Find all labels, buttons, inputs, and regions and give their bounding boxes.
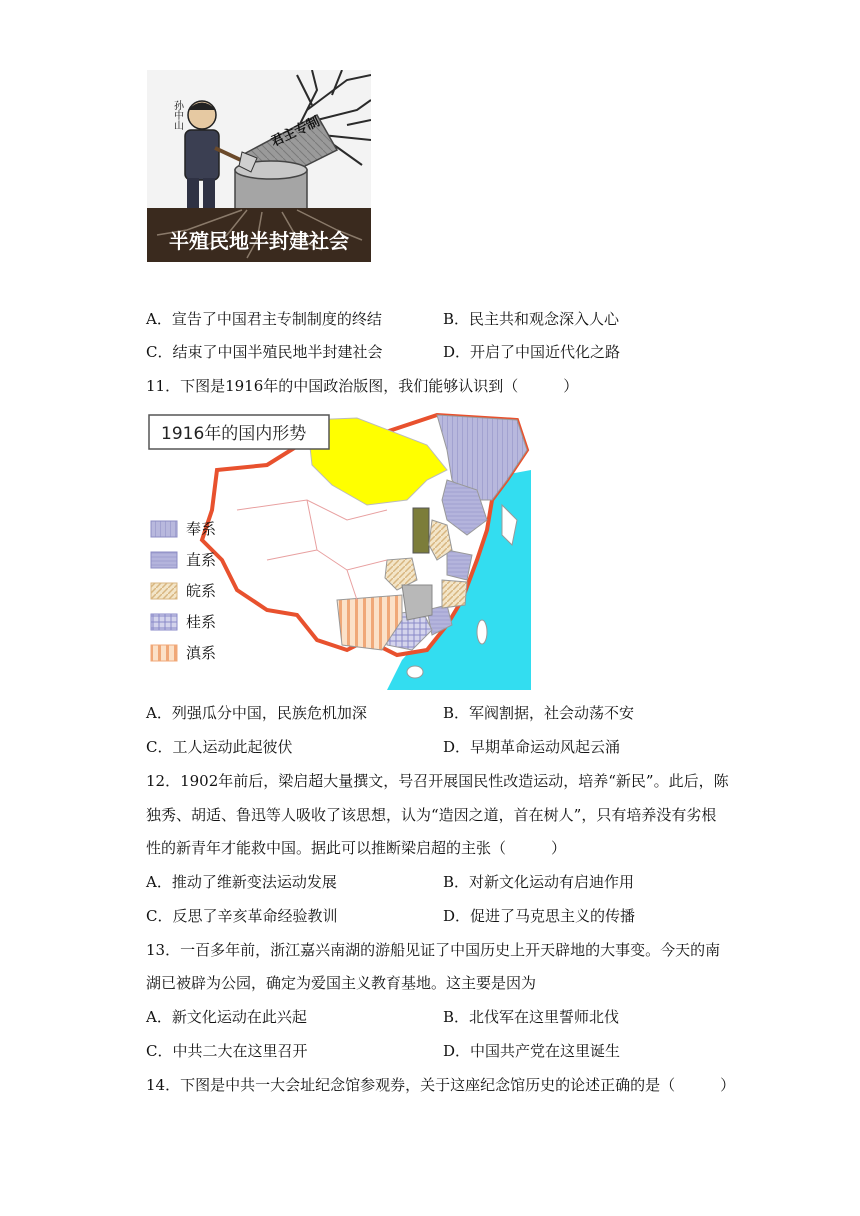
q13-option-d: D．中国共产党在这里诞生 <box>443 1042 621 1060</box>
q10-option-a: A．宣告了中国君主专制制度的终结 <box>146 310 382 328</box>
cartoon-tree-label: 君主专制 <box>268 114 323 150</box>
q13-line-2: 湖已被辟为公园，确定为爱国主义教育基地。这主要是因为 <box>146 974 537 992</box>
q13-line-1: 13．一百多年前，浙江嘉兴南湖的游船见证了中国历史上开天辟地的大事变。今天的南 <box>146 941 721 959</box>
q12-option-d: D．促进了马克思主义的传播 <box>443 907 636 925</box>
q12-option-b: B．对新文化运动有启迪作用 <box>443 873 635 891</box>
q10-option-d: D．开启了中国近代化之路 <box>443 343 621 361</box>
legend-item-fengxi: 奉系 <box>150 519 216 539</box>
q13-option-b: B．北伐军在这里誓师北伐 <box>443 1008 620 1026</box>
q14-stem: 14．下图是中共一大会址纪念馆参观券，关于这座纪念馆历史的论述正确的是（ ） <box>146 1076 736 1094</box>
map-legend <box>150 519 216 663</box>
q12-line-1: 12．1902年前后，梁启超大量撰文，号召开展国民性改造运动，培养“新民”。此后，陈 <box>146 772 729 790</box>
q10-option-c: C．结束了中国半殖民地半封建社会 <box>146 343 383 361</box>
q10-option-b: B．民主共和观念深入人心 <box>443 310 620 328</box>
q11-option-b: B．军阀割据，社会动荡不安 <box>443 704 635 722</box>
q11-option-a: A．列强瓜分中国，民族危机加深 <box>146 704 367 722</box>
sun-yat-sen-cartoon <box>147 70 371 262</box>
cartoon-ground-label: 半殖民地半封建社会 <box>169 229 349 253</box>
q12-option-a: A．推动了维新变法运动发展 <box>146 873 337 891</box>
q11-stem: 11．下图是1916年的中国政治版图，我们能够认识到（ ） <box>146 377 579 395</box>
legend-item-guixi: 桂系 <box>150 612 216 632</box>
legend-item-wanxi: 皖系 <box>150 581 216 601</box>
legend-item-dianxi: 滇系 <box>150 643 216 663</box>
legend-item-zhixi: 直系 <box>150 550 216 570</box>
map-title: 1916年的国内形势 <box>161 424 307 444</box>
q12-line-2: 独秀、胡适、鲁迅等人吸收了该思想，认为“造因之道，首在树人”，只有培养没有劣根 <box>146 806 717 824</box>
cartoon-person-label: 孙中山 <box>171 100 183 130</box>
q13-option-a: A．新文化运动在此兴起 <box>146 1008 307 1026</box>
q11-option-c: C．工人运动此起彼伏 <box>146 738 293 756</box>
q13-option-c: C．中共二大在这里召开 <box>146 1042 308 1060</box>
q11-option-d: D．早期革命运动风起云涌 <box>443 738 621 756</box>
q12-option-c: C．反思了辛亥革命经验教训 <box>146 907 338 925</box>
q12-line-3: 性的新青年才能救中国。据此可以推断梁启超的主张（ ） <box>146 839 567 857</box>
